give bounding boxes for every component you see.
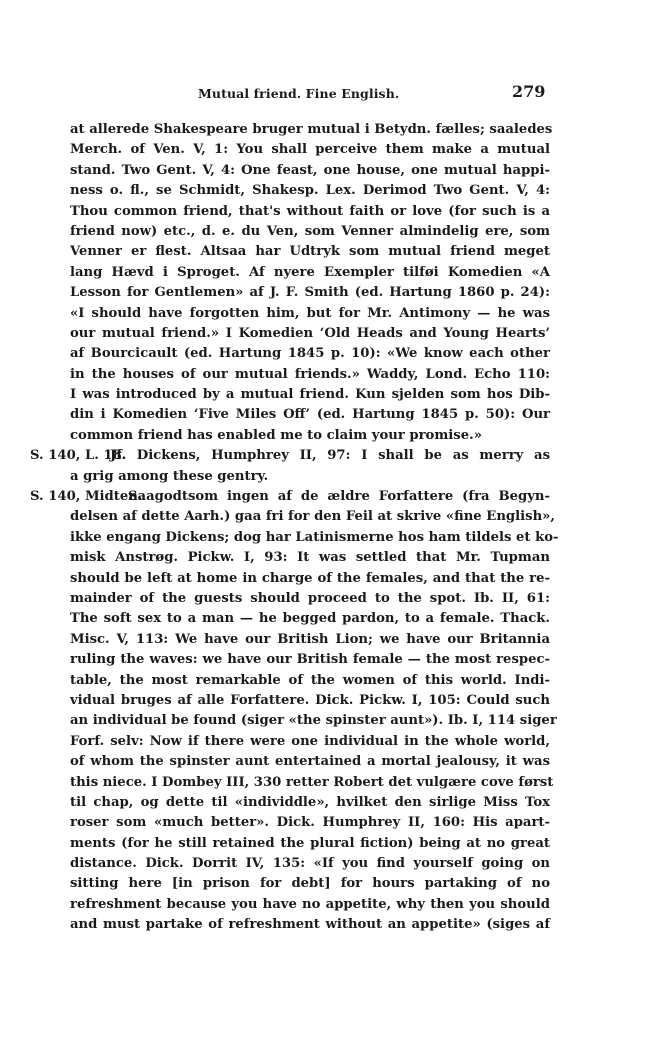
text-line: Forf. selv: Now if there were one individual in the whole world,	[70, 733, 550, 749]
line-text: Jf. Dickens, Humphrey II, 97: I shall be as merry as	[110, 448, 550, 464]
text-line: Merch. of Ven. V, 1: You shall perceive them make a mutual	[70, 142, 550, 158]
text-line: lang Hævd i Sproget. Af nyere Exempler tilføi Komedien «A	[70, 264, 550, 280]
text-line: The soft sex to a man — he begged pardon, to a female. Thack.	[70, 611, 550, 627]
text-line: «I should have forgotten him, but for Mr. Antimony — he was	[70, 305, 550, 321]
line-marker: S. 140, L. 18.	[30, 448, 127, 464]
text-line: at allerede Shakespeare bruger mutual i Betydn. fælles; saaledes	[70, 122, 553, 137]
text-line: refreshment because you have no appetite, why then you should	[70, 896, 550, 912]
text-line: ruling the waves: we have our British female — the most respec-	[70, 652, 550, 668]
text-line: distance. Dick. Dorrit IV, 135: «If you find yourself going on	[70, 856, 550, 872]
text-line: should be left at home in charge of the females, and that the re-	[70, 570, 550, 586]
text-line: our mutual friend.» I Komedien ‘Old Heads and Young Hearts’	[70, 325, 550, 341]
text-line: and must partake of refreshment without an appetite» (siges af	[70, 917, 550, 933]
text-line	[30, 487, 550, 507]
text-line: in the houses of our mutual friends.» Waddy, Lond. Echo 110:	[70, 366, 550, 382]
text-line: Misc. V, 113: We have our British Lion; we have our Britannia	[70, 631, 550, 647]
text-line: af Bourcicault (ed. Hartung 1845 p. 10): «We know each other	[70, 346, 550, 362]
text-line: vidual bruges af alle Forfattere. Dick. Pickw. I, 105: Could such	[70, 692, 550, 708]
text-line	[30, 446, 550, 466]
text-line: delsen af dette Aarh.) gaa fri for den Feil at skrive «fine English»,	[70, 509, 556, 525]
text-line: mainder of the guests should proceed to the spot. Ib. II, 61:	[70, 590, 550, 606]
text-line: an individual be found (siger «the spinster aunt»). Ib. I, 114 siger	[70, 713, 557, 729]
text-line: ikke engang Dickens; dog har Latinismerne hos ham tildels et ko-	[70, 529, 559, 545]
text-line: table, the most remarkable of the women of this world. Indi-	[70, 672, 550, 688]
text-line: misk Anstrøg. Pickw. I, 93: It was settled that Mr. Tupman	[70, 550, 550, 566]
text-line: roser som «much better». Dick. Humphrey II, 160: His apart-	[70, 815, 550, 831]
text-line: Lesson for Gentlemen» af J. F. Smith (ed. Hartung 1860 p. 24):	[70, 285, 550, 301]
text-line: sitting here [in prison for debt] for hours partaking of no	[70, 876, 550, 892]
line-text: Saagodtsom ingen af de ældre Forfattere (fra Begyn-	[128, 489, 550, 505]
body-text	[30, 120, 559, 936]
text-line: Venner er flest. Altsaa har Udtryk som mutual friend meget	[70, 244, 550, 260]
running-title: Mutual friend. Fine English.	[198, 86, 400, 101]
text-line: of whom the spinster aunt entertained a mortal jealousy, it was	[70, 754, 550, 770]
text-line: til chap, og dette til «individdle», hvilket den sirlige Miss Tox	[70, 794, 550, 810]
text-line: friend now) etc., d. e. du Ven, som Venner almindelig ere, som	[70, 223, 550, 239]
text-line: Thou common friend, that's without faith or love (for such is a	[70, 203, 550, 219]
text-line: din i Komedien ‘Five Miles Off’ (ed. Hartung 1845 p. 50): Our	[70, 407, 550, 423]
line-marker: S. 140, Midten.	[30, 489, 143, 505]
text-line: stand. Two Gent. V, 4: One feast, one house, one mutual happi-	[70, 162, 550, 178]
text-line: common friend has enabled me to claim your promise.»	[70, 427, 482, 443]
text-line: I was introduced by a mutual friend. Kun sjelden som hos Dib-	[70, 387, 550, 403]
text-line: this niece. I Dombey III, 330 retter Robert det vulgære cove først	[70, 774, 554, 790]
page-number: 279	[512, 82, 546, 101]
text-line: ness o. fl., se Schmidt, Shakesp. Lex. Derimod Two Gent. V, 4:	[70, 183, 550, 199]
page-header	[0, 82, 648, 108]
text-line: ments (for he still retained the plural fiction) being at no great	[70, 835, 550, 851]
text-line: a grig among these gentry.	[70, 468, 269, 484]
